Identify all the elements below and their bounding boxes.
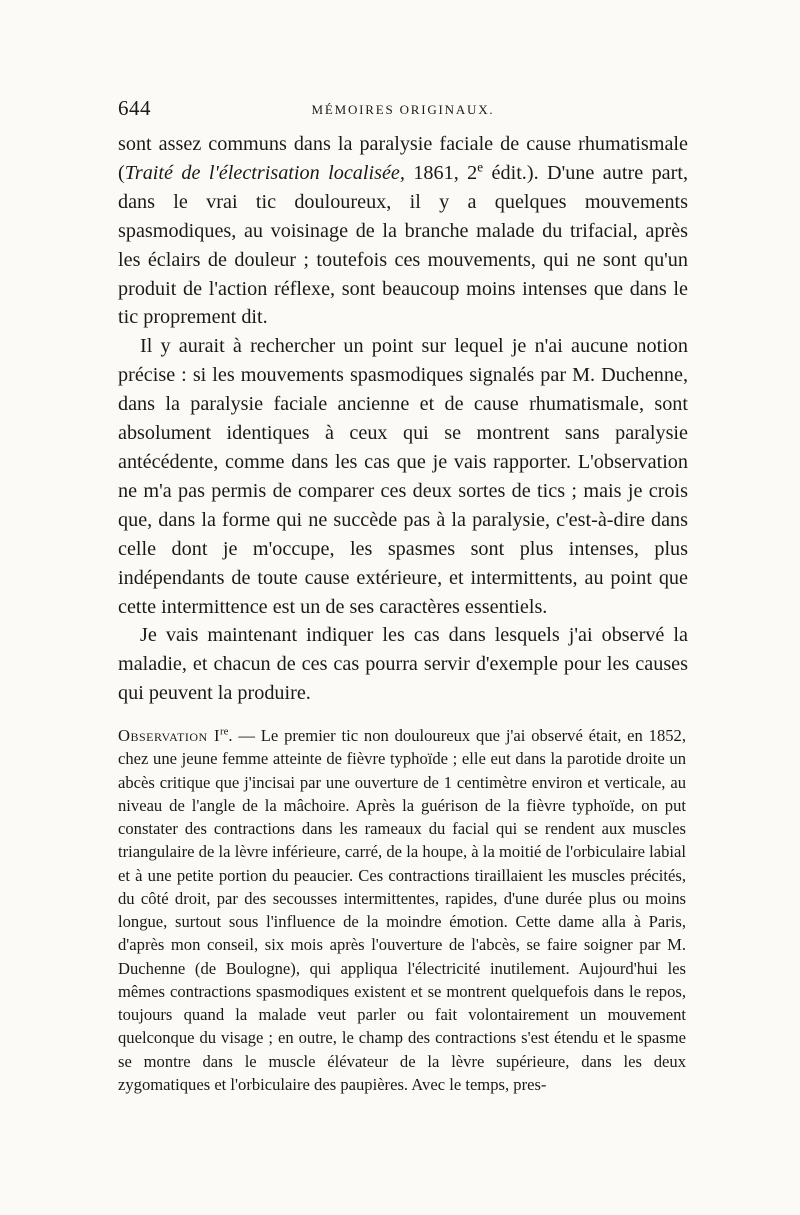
- edition-superscript: e: [477, 159, 484, 175]
- paragraph-2: Il y aurait à rechercher un point sur lequel je n'ai aucune notion précise : si les mouvements spasmodiques signalés par M. Duchenne, dans la paralysie faciale ancienne et de cause rhumatismale, sont absolument identiques à ceux qui se montrent sans paralysie antécédente, comme dans les cas que je vais rapporter. L'observation ne m'a pas permis de comparer ces deux sortes de tics ; mais je crois que, dans la forme qui ne succède pas à la paralysie, c'est-à-dire dans celle dont je m'occupe, les spasmes sont plus intenses, plus indépendants de toute cause extérieure, et intermittents, au point que cette intermittence est un de ses caractères essentiels.: [118, 335, 688, 618]
- header-title: MÉMOIRES ORIGINAUX.: [311, 102, 495, 117]
- main-text: [118, 130, 688, 708]
- paragraph-1-text-b: 1861, 2: [404, 161, 478, 184]
- observation-label-superscript: re: [220, 725, 229, 738]
- citation-title: Traité de l'électrisation localisée,: [124, 161, 405, 184]
- observation-section: [118, 724, 686, 1096]
- observation-text: . — Le premier tic non douloureux que j'ai observé était, en 1852, chez une jeune femme atteinte de fièvre typhoïde ; elle eut dans la parotide droite un abcès critique que j'incisai par une ouverture de 1 centimètre environ et verticale, au niveau de l'angle de la mâchoire. Après la guérison de la fièvre typhoïde, on put constater des contractions dans les rameaux du facial qui se rendent aux muscles triangulaire de la lèvre inférieure, carré, de la houpe, à la moitié de l'orbiculaire labial et à une petite portion du peaucier. Ces contractions tiraillaient les muscles précités, du côté droit, par des secousses intermittentes, rapides, d'une durée plus ou moins longue, surtout sous l'influence de la moindre émotion. Cette dame alla à Paris, d'après mon conseil, six mois après l'ouverture de l'abcès, se faire soigner par M. Duchenne (de Boulogne), qui appliqua l'électricité inutilement. Aujourd'hui les mêmes contractions spasmodiques existent et se montrent quelquefois dans le repos, toujours quand la malade veut parler ou fait volontairement un mouvement quelconque du visage ; en outre, le champ des contractions s'est étendu et le spasme se montre dans le muscle élévateur de la lèvre supérieure, dans les deux zygomatiques et l'orbiculaire des paupières. Avec le temps, pres-: [118, 726, 686, 1094]
- running-head: [118, 96, 688, 126]
- observation-paragraph: [118, 724, 686, 1096]
- paragraph-3: Je vais maintenant indiquer les cas dans lesquels j'ai observé la maladie, et chacun de ces cas pourra servir d'exemple pour les causes qui peuvent la produire.: [118, 624, 688, 705]
- page-number: 644: [118, 96, 151, 120]
- observation-label: Observation I: [118, 726, 220, 745]
- paragraph-1-text-a: sont assez communs dans la paralysie faciale de cause rhumatismale (: [118, 133, 688, 184]
- paragraph-1-text-c: édit.). D'une autre part, dans le vrai tic douloureux, il y a quelques mouvements spasmodiques, au voisinage de la branche malade du trifacial, après les éclairs de douleur ; toutefois ces mouvements, qui ne sont qu'un produit de l'action réflexe, sont beaucoup moins intenses que dans le tic proprement dit.: [118, 161, 689, 329]
- paragraph-1: [118, 130, 688, 332]
